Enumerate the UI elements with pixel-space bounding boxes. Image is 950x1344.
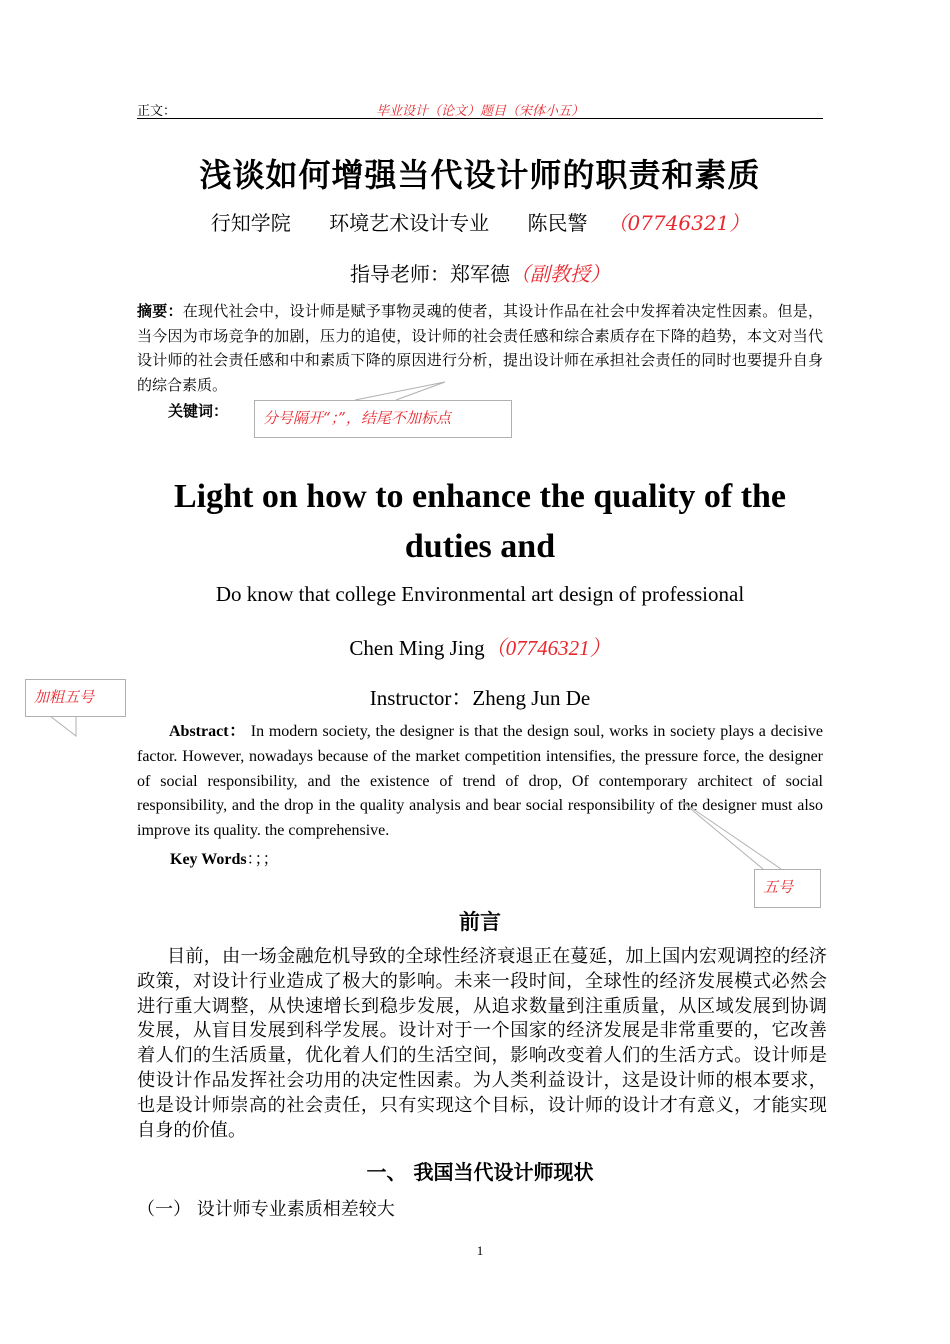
callout-pointer-keywords xyxy=(355,382,445,400)
callout-size-note: 五号 xyxy=(754,869,821,908)
chinese-title: 浅谈如何增强当代设计师的职责和素质 xyxy=(199,156,761,194)
header-center-note: 毕业设计（论文）题目（宋体小五） xyxy=(375,104,584,119)
abstract-text: 在现代社会中，设计师是赋予事物灵魂的使者，其设计作品在社会中发挥着决定性因素。但是，当今因为市场竞争的加剧，压力的追使，设计师的社会责任感和综合素质存在下降的趋势，本文对当代设计师的社会责任感和中和素质下降的原因进行分析，提出设计师在承担社会责任的同时也要提升自身的综合素质。 xyxy=(137,302,823,394)
advisor-name: 指导老师：郑军德 xyxy=(350,262,510,286)
english-keywords-separators: ：；； xyxy=(246,851,279,868)
preface-paragraph: 目前，由一场金融危机导致的全球性经济衰退正在蔓延，加上国内宏观调控的经济政策，对设计行业造成了极大的影响。未来一段时间，全球性的经济发展模式必然会进行重大调整，从快速增长到稳步发展，从追求数量到注重质量，从区域发展到协调发展，从盲目发展到科学发展。设计对于一个国家的经济发展是非常重要的，它改善着人们的生活质量，优化着人们的生活空间，影响改变着人们的生活方式。设计师是使设计作品发挥社会功用的决定性因素。为人类利益设计，这是设计师的根本要求，也是设计师崇高的社会责任，只有实现这个目标，设计师的设计才有意义，才能实现自身的价值。 xyxy=(137,946,827,1141)
english-abstract-text: In modern society, the designer is that the design soul, works in society plays a decisive factor. However, nowadays because of the market competition intensifies, the pressure force, the designer of social responsibility, and the existence of trend of drop, Of contemporary architect of social responsibility, and the drop in the quality analysis and bear social responsibility of the designer must also improve its quality. the comprehensive. xyxy=(137,723,824,840)
author-name: 陈民警 xyxy=(527,211,588,235)
callout-keywords-note: 分号隔开“；”，结尾不加标点 xyxy=(254,400,512,438)
english-abstract-label: Abstract： xyxy=(169,723,247,740)
callout-pointer-bold xyxy=(50,716,76,736)
english-college-line: Do know that college Environmental art design of professional xyxy=(215,582,745,606)
section-heading: 一、 我国当代设计师现状 xyxy=(366,1160,594,1184)
english-keywords-label: Key Words xyxy=(170,851,247,868)
student-id: （07746321） xyxy=(607,211,750,235)
callout-pointer-size xyxy=(680,800,781,869)
header-left-label: 正文： xyxy=(137,104,177,119)
major-name: 环境艺术设计专业 xyxy=(329,211,490,235)
page-number: 1 xyxy=(476,1243,484,1258)
english-instructor: Instructor：Zheng Jun De xyxy=(369,686,591,710)
english-author-name: Chen Ming Jing xyxy=(349,636,485,660)
english-title: Light on how to enhance the quality of the duties and xyxy=(173,478,787,565)
chinese-keywords-label: 关键词： xyxy=(168,402,229,420)
advisor-title: （副教授） xyxy=(510,262,610,286)
preface-title: 前言 xyxy=(459,910,501,934)
subsection-heading: （一） 设计师专业素质相差较大 xyxy=(137,1199,395,1220)
abstract-label: 摘要： xyxy=(137,302,183,320)
college-name: 行知学院 xyxy=(210,211,291,235)
callout-bold-note: 加粗五号 xyxy=(25,679,126,717)
english-student-id: （07746321） xyxy=(484,636,611,660)
